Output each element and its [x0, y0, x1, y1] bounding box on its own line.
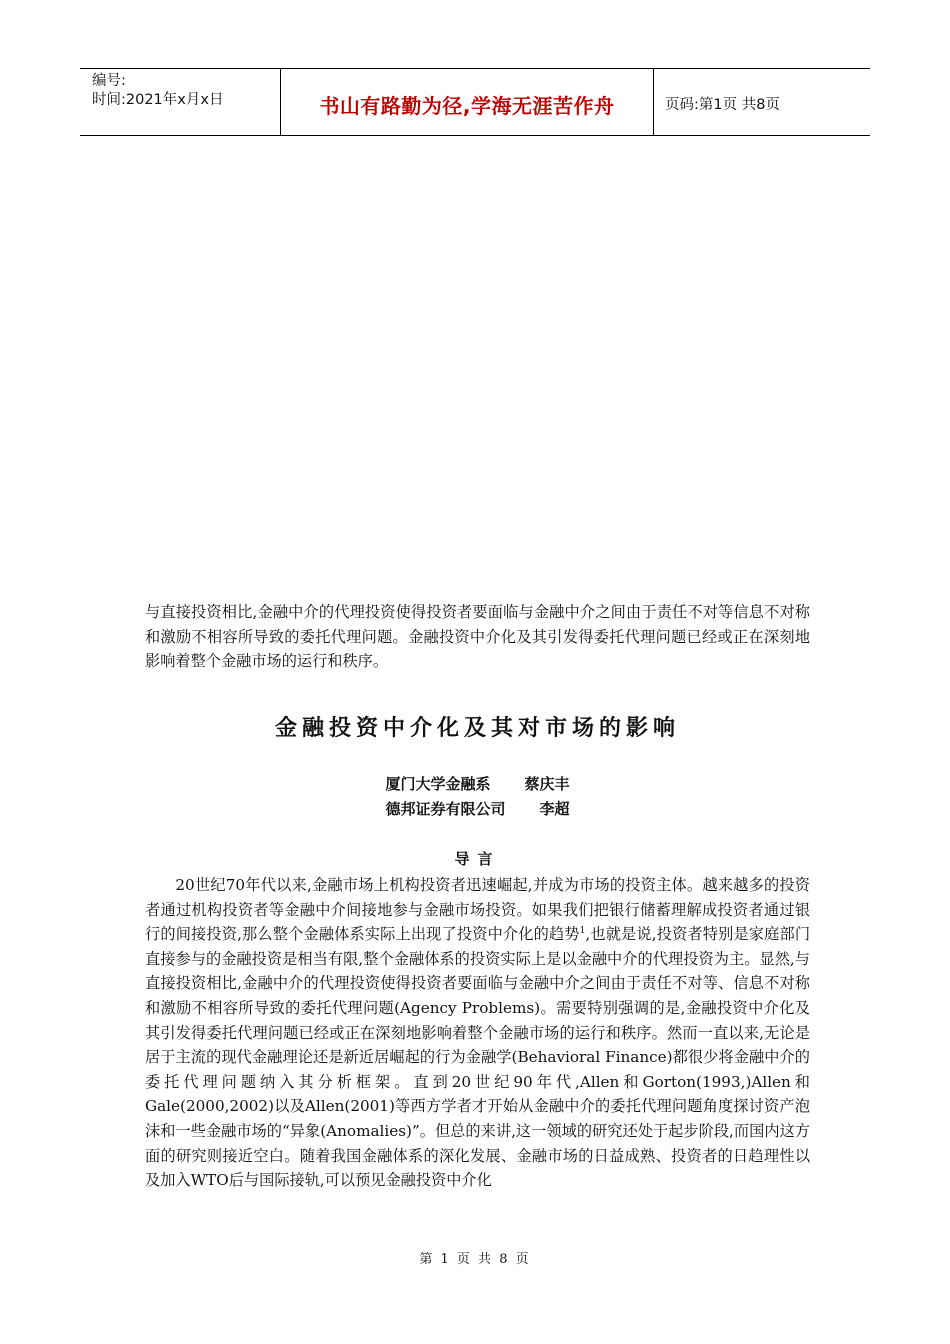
footnote-marker[interactable]: 1 [579, 926, 586, 937]
section-heading: 导言 [454, 850, 501, 868]
document-title: 金融投资中介化及其对市场的影响 [274, 716, 680, 741]
intro-paragraph: 与直接投资相比,金融中介的代理投资使得投资者要面临与金融中介之间由于责任不对等信息不对称和激励不相容所导致的委托代理问题。金融投资中介化及其引发得委托代理问题已经或正在深刻地影响着整个金融市场的运行和秩序。 [145, 603, 810, 671]
author-name: 李超 [539, 800, 570, 818]
page-header [80, 68, 870, 136]
page-footer: 第 1 页 共 8 页 [419, 1252, 531, 1267]
body-text-part-2: ,也就是说,投资者特别是家庭部门直接参与的金融投资是相当有限,整个金融体系的投资实际上是以金融中介的代理投资为主。显然,与直接投资相比,金融中介的代理投资使得投资者要面临与金融中介之间由于责任不对等、信息不对称和激励不相容所导致的委托代理问题(Agency Problems)。需要特别强调的是,金融投资中介化及其引发得委托代理问题已经或正在深刻地影响着整个金融市场的运行和秩序。然而一直以来,无论是居于主流的现代金融理论还是新近居崛起的行为金融学(Behavioral Finance)都很少将金融中介的委托代理问题纳入其分析框架。直到20世纪90年代,Allen和Gorton(1993,)Allen和Gale(2000,2002)以及Allen(2001)等西方学者才开始从金融中介的委托代理问题角度探讨资产泡沫和一些金融市场的“异象(Anomalies)”。但总的来讲,这一领域的研究还处于起步阶段,而国内这方面的研究则接近空白。随着我国金融体系的深化发展、金融市场的日益成熟、投资者的日趋理性以及加入WTO后与国际接轨,可以预见金融投资中介化 [145, 925, 811, 1190]
author-line-2 [145, 798, 810, 819]
header-date: 时间:2021年x月x日 [92, 92, 224, 108]
header-number-label: 编号: [92, 73, 126, 89]
author-affiliation: 德邦证券有限公司 [385, 800, 506, 818]
header-meta [80, 69, 281, 135]
body-text-part-1: 20世纪70年代以来,金融市场上机构投资者迅速崛起,并成为市场的投资主体。越来越多的投资者通过机构投资者等金融中介间接地参与金融市场投资。如果我们把银行储蓄理解成投资者通过银行的间接投资,那么整个金融体系实际上出现了投资中介化的趋势 [145, 876, 810, 944]
body-paragraph [145, 873, 810, 1193]
author-line-1 [145, 773, 810, 794]
header-page-code: 页码:第1页 共8页 [665, 96, 780, 113]
author-name: 蔡庆丰 [524, 775, 570, 793]
author-affiliation: 厦门大学金融系 [385, 775, 491, 793]
header-motto: 书山有路勤为径,学海无涯苦作舟 [281, 69, 654, 135]
